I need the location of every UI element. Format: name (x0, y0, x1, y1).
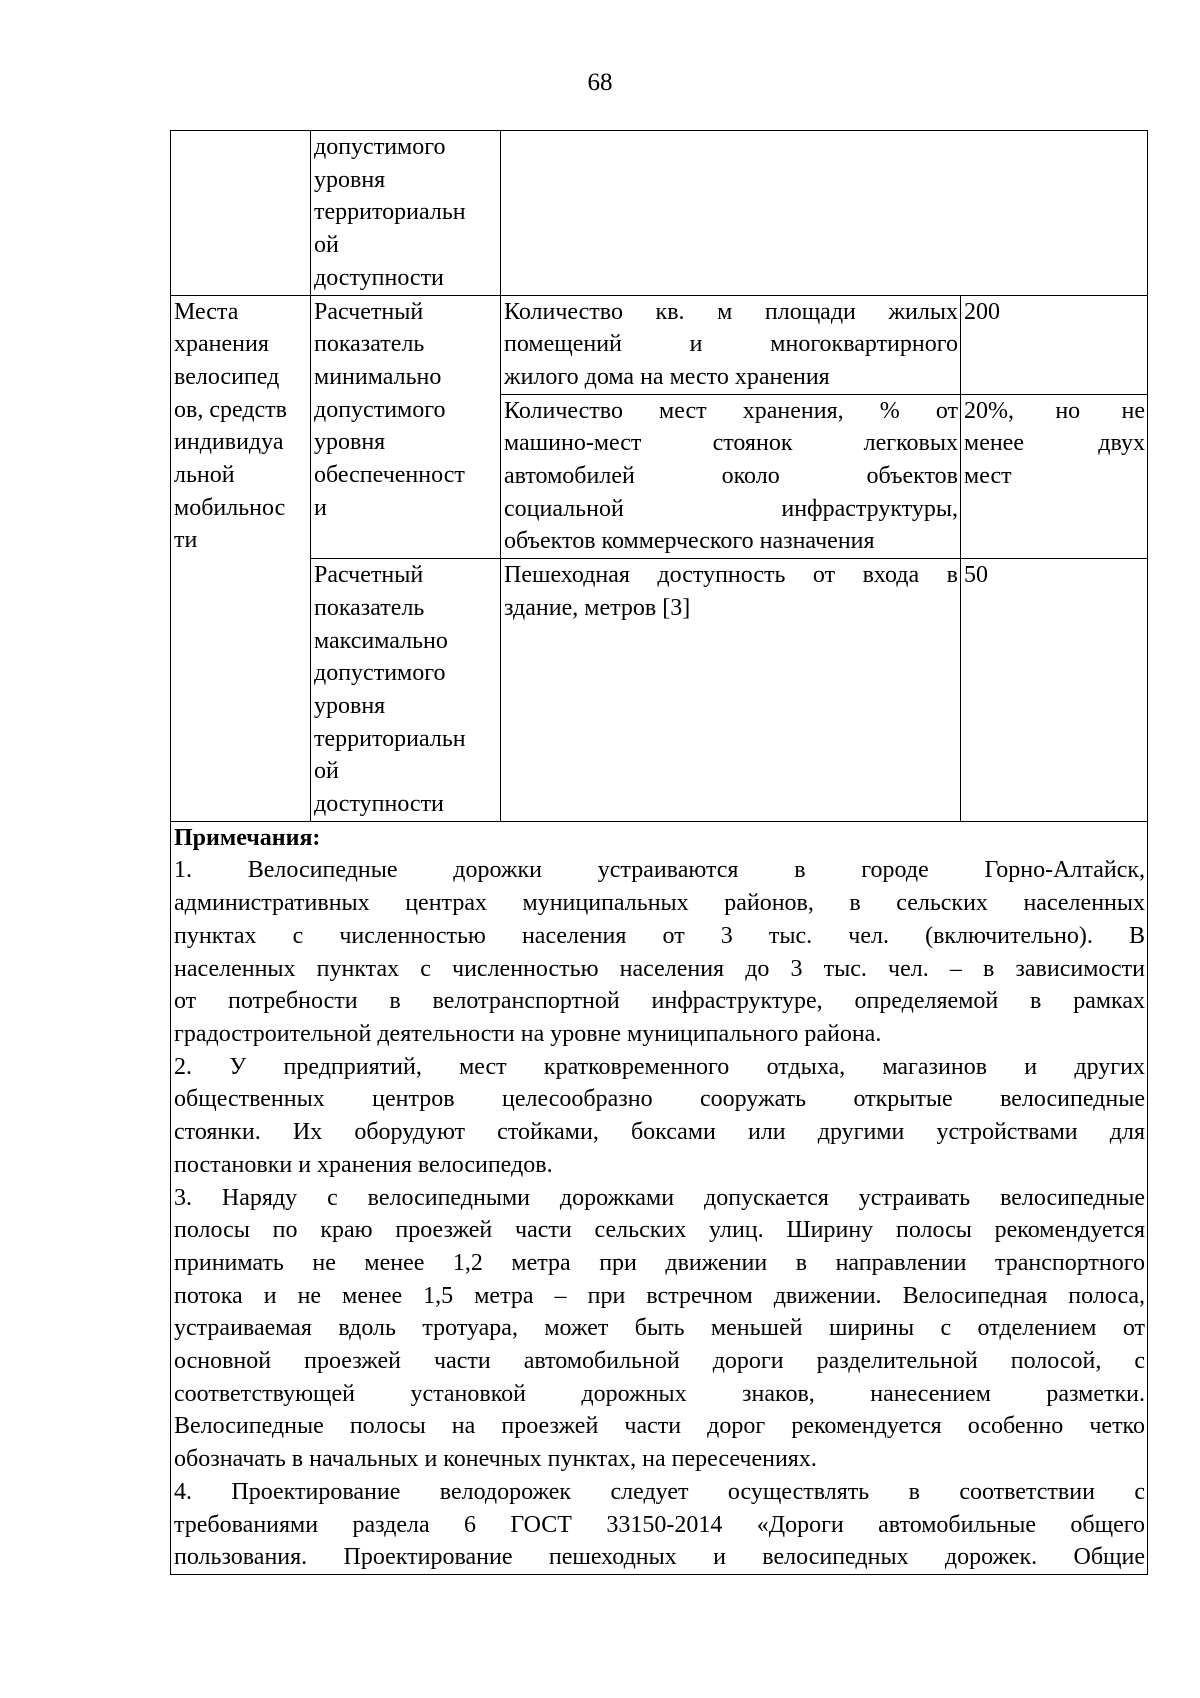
text-line: требованиями раздела 6 ГОСТ 33150-2014 «Дороги автомобильные общего (174, 1511, 1145, 1538)
text-line: пользования. Проектирование пешеходных и велосипедных дорожек. Общие (174, 1544, 1145, 1571)
cell-description (501, 394, 961, 559)
notes-cell (171, 821, 1148, 1574)
text-line: общественных центров целесообразно сооружать открытые велосипедные (174, 1086, 1145, 1113)
note-paragraph (174, 854, 1145, 1050)
text-line: основной проезжей части автомобильной дороги разделительной полосой, с (174, 1348, 1145, 1375)
text-line: потока и не менее 1,5 метра – при встречном движении. Велосипедная полоса, (174, 1282, 1145, 1309)
text-line: менее двух (964, 430, 1145, 457)
text-line: Велосипедные полосы на проезжей части дорог рекомендуется особенно четко (174, 1413, 1145, 1440)
text-line: мобильнос (174, 494, 286, 521)
text-line: принимать не менее 1,2 метра при движении в направлении транспортного (174, 1249, 1145, 1276)
text-line: здание, метров [3] (504, 594, 691, 621)
cell-indicator-max (311, 559, 501, 822)
cell-description (501, 295, 961, 394)
text-line: Количество мест хранения, % от (504, 397, 958, 424)
text-line: мест (964, 463, 1012, 490)
text-line: пунктах с численностью населения от 3 тыс. чел. (включительно). В (174, 922, 1145, 949)
text-line: социальной инфраструктуры, (504, 495, 958, 522)
text-line: населенных пунктах с численностью населения до 3 тыс. чел. – в зависимости (174, 955, 1145, 982)
text-line: ой (314, 232, 339, 259)
text-line: ти (174, 527, 198, 554)
text-line: объектов коммерческого назначения (504, 528, 875, 555)
text-line: доступности (314, 264, 444, 291)
text-line: уровня (314, 692, 386, 719)
text-line: 200 (964, 298, 1000, 325)
page-number: 68 (587, 69, 613, 96)
text-line: Расчетный (314, 562, 424, 589)
text-line: 50 (964, 562, 988, 589)
text-line: Пешеходная доступность от входа в (504, 562, 958, 589)
table-row (171, 295, 1148, 394)
text-line: административных центрах муниципальных районов, в сельских населенных (174, 890, 1145, 917)
cell-value (961, 559, 1148, 822)
text-line: максимально (314, 627, 448, 654)
text-line: обозначать в начальных и конечных пунктах, на пересечениях. (174, 1446, 817, 1473)
text-line: уровня (314, 429, 386, 456)
text-line: устраиваемая вдоль тротуара, может быть меньшей ширины с отделением от (174, 1315, 1145, 1342)
text-line: автомобилей около объектов (504, 463, 958, 490)
text-line: машино-мест стоянок легковых (504, 430, 958, 457)
text-line: Места (174, 298, 239, 325)
cell-indicator-continued (311, 131, 501, 296)
text-line: ой (314, 758, 339, 785)
cell-indicator-min (311, 295, 501, 559)
text-line: ов, средств (174, 396, 288, 423)
text-line: допустимого (314, 660, 446, 687)
note-paragraph (174, 1182, 1145, 1476)
table-row (171, 559, 1148, 822)
text-line: 2. У предприятий, мест кратковременного отдыха, магазинов и других (174, 1053, 1145, 1080)
cell-empty-merged (501, 131, 1148, 296)
notes-body (174, 854, 1145, 1573)
text-line: показатель (314, 594, 425, 621)
text-line: хранения (174, 331, 269, 358)
text-line: от потребности в велотранспортной инфраструктуре, определяемой в рамках (174, 988, 1145, 1015)
text-line: Количество кв. м площади жилых (504, 298, 958, 325)
text-line: льной (174, 462, 235, 489)
text-line: соответствующей установкой дорожных знаков, нанесением разметки. (174, 1380, 1145, 1407)
text-line: 3. Наряду с велосипедными дорожками допускается устраивать велосипедные (174, 1184, 1145, 1211)
text-line: градостроительной деятельности на уровне муниципального района. (174, 1020, 882, 1047)
text-line: велосипед (174, 363, 280, 390)
text-line: территориальн (314, 725, 466, 752)
text-line: допустимого (314, 396, 446, 423)
text-line: 20%, но не (964, 397, 1145, 424)
text-line: жилого дома на место хранения (504, 363, 830, 390)
text-line: доступности (314, 791, 444, 818)
text-line: территориальн (314, 199, 466, 226)
note-paragraph (174, 1051, 1145, 1182)
text-line: допустимого (314, 134, 446, 160)
table-row-notes (171, 821, 1148, 1574)
text-line: минимально (314, 363, 442, 390)
norms-table (170, 130, 1148, 1575)
cell-category (171, 295, 311, 821)
cell-empty (171, 131, 311, 296)
cell-description (501, 559, 961, 822)
text-line: Расчетный (314, 298, 424, 325)
text-line: уровня (314, 166, 386, 193)
text-line: постановки и хранения велосипедов. (174, 1151, 553, 1178)
text-line: полосы по краю проезжей части сельских улиц. Ширину полосы рекомендуется (174, 1217, 1145, 1244)
table-row-continuation (171, 131, 1148, 296)
note-paragraph (174, 1476, 1145, 1574)
text-line: стоянки. Их оборудуют стойками, боксами или другими устройствами для (174, 1119, 1145, 1146)
text-line: и (314, 494, 327, 521)
notes-title: Примечания: (174, 824, 321, 851)
text-line: 1. Велосипедные дорожки устраиваются в городе Горно-Алтайск, (174, 857, 1145, 884)
text-line: показатель (314, 331, 425, 358)
cell-value (961, 394, 1148, 559)
text-line: индивидуа (174, 429, 284, 456)
text-line: помещений и многоквартирного (504, 331, 958, 358)
text-line: обеспеченност (314, 462, 465, 489)
text-line: 4. Проектирование велодорожек следует осуществлять в соответствии с (174, 1478, 1145, 1505)
cell-value (961, 295, 1148, 394)
